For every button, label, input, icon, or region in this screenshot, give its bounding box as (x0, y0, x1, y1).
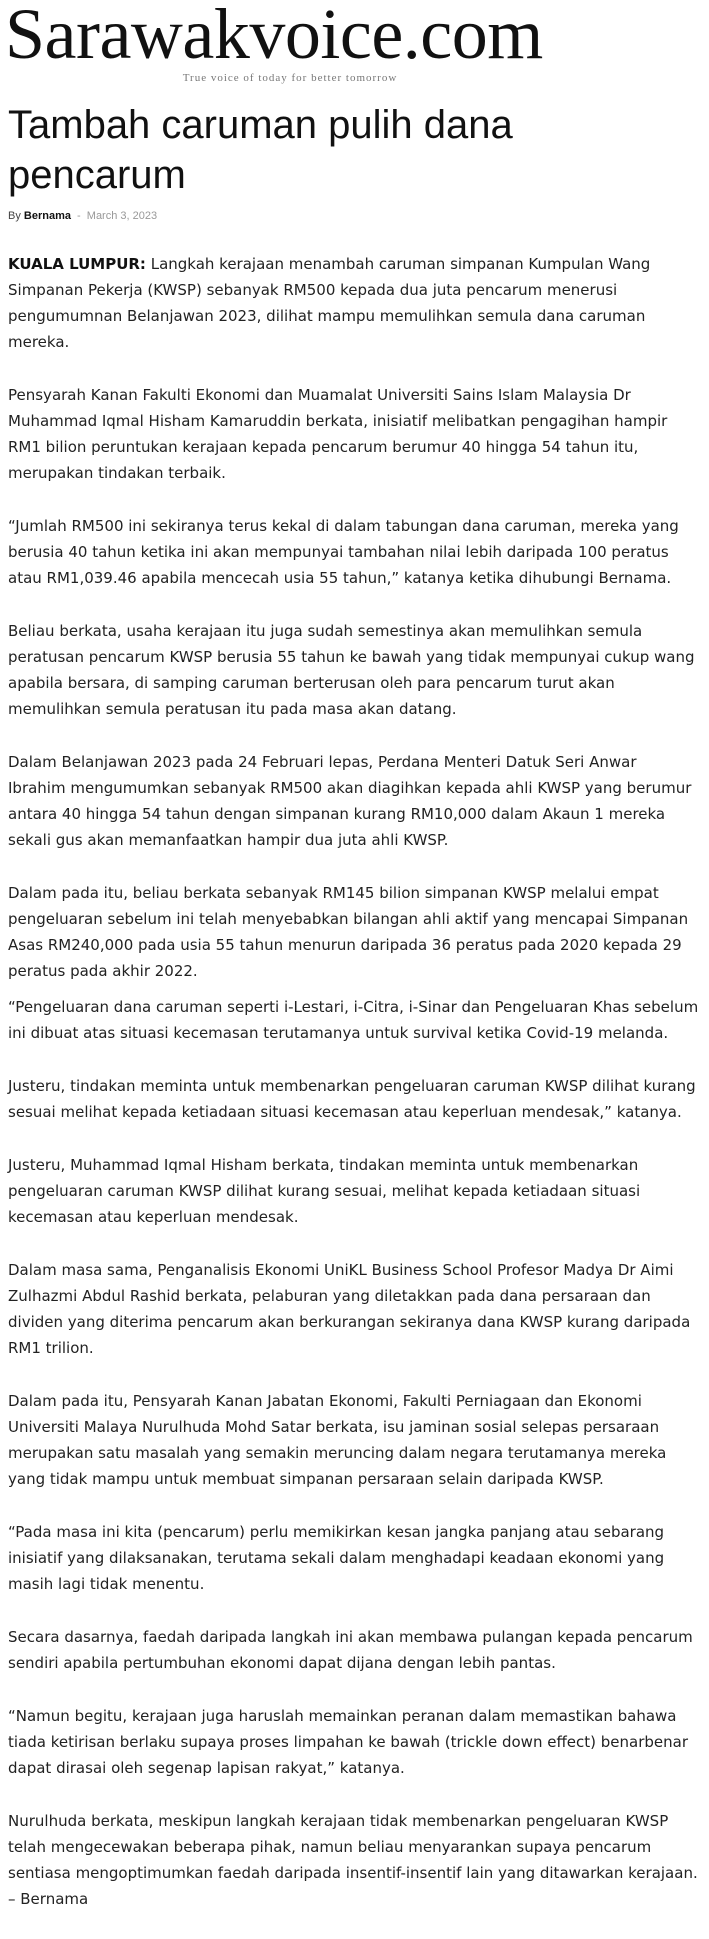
article-paragraph: Secara dasarnya, faedah daripada langkah ini akan membawa pulangan kepada pencarum sendiri apabila pertumbuhan ekonomi dapat dijana dengan lebih pantas. (8, 1628, 693, 1672)
article-paragraph: Nurulhuda berkata, meskipun langkah kerajaan tidak membenarkan pengeluaran KWSP telah mengecewakan beberapa pihak, namun beliau menyarankan supaya pencarum sentiasa mengoptimumkan faedah daripada insentif-insentif lain yang ditawarkan kerajaan. – Bernama (8, 1812, 698, 1908)
article-paragraph: “Jumlah RM500 ini sekiranya terus kekal di dalam tabungan dana caruman, mereka yang berusia 40 tahun ketika ini akan mempunyai tambahan nilai lebih daripada 100 peratus atau RM1,039.46 apabila mencecah usia 55 tahun,” katanya ketika dihubungi Bernama. (8, 517, 679, 587)
article-title: Tambah caruman pulih dana pencarum (8, 103, 513, 197)
article-paragraph: “Pengeluaran dana caruman seperti i-Lestari, i-Citra, i-Sinar dan Pengeluaran Khas sebelum ini dibuat atas situasi kecemasan terutamanya untuk survival ketika Covid-19 melanda. (8, 998, 699, 1042)
article-paragraph: Dalam masa sama, Penganalisis Ekonomi UniKL Business School Profesor Madya Dr Aimi Zulhazmi Abdul Rashid berkata, pelaburan yang diletakkan pada dana persaraan dan dividen yang diterima pencarum akan berkurangan sekiranya dana KWSP kurang daripada RM1 trilion. (8, 1261, 691, 1357)
article-paragraph: Dalam pada itu, Pensyarah Kanan Jabatan Ekonomi, Fakulti Perniagaan dan Ekonomi Universiti Malaya Nurulhuda Mohd Satar berkata, isu jaminan sosial selepas persaraan merupakan satu masalah yang semakin meruncing dalam negara terutamanya mereka yang tidak mampu untuk membuat simpanan persaraan selain daripada KWSP. (8, 1392, 667, 1488)
author-link[interactable]: Bernama (23, 210, 71, 222)
article-body (8, 251, 708, 1939)
article-paragraph: “Pada masa ini kita (pencarum) perlu memikirkan kesan jangka panjang atau sebarang inisiatif yang dilaksanakan, terutama sekali dalam menghadapi keadaan ekonomi yang masih lagi tidak menentu. (8, 1523, 665, 1593)
article-paragraph: Pensyarah Kanan Fakulti Ekonomi dan Muamalat Universiti Sains Islam Malaysia Dr Muhammad Iqmal Hisham Kamaruddin berkata, inisiatif melibatkan pengagihan hampir RM1 bilion peruntukan kerajaan kepada pencarum berumur 40 hingga 54 tahun itu, merupakan tindakan terbaik. (8, 386, 668, 482)
publish-date: March 3, 2023 (86, 210, 158, 222)
site-header (0, 0, 580, 92)
paragraph-text: Langkah kerajaan menambah caruman simpanan Kumpulan Wang Simpanan Pekerja (KWSP) sebanyak RM500 kepada dua juta pencarum menerusi pengumumnan Belanjawan 2023, dilihat mampu memulihkan semula dana caruman mereka. (8, 255, 651, 351)
article-paragraph: Justeru, Muhammad Iqmal Hisham berkata, tindakan meminta untuk membenarkan pengeluaran caruman KWSP dilihat kurang sesuai, melihat kepada ketiadaan situasi kecemasan atau keperluan mendesak. (8, 1156, 641, 1226)
site-logo[interactable]: Sarawakvoice.com (5, 0, 543, 74)
meta-separator: - (77, 210, 81, 222)
site-tagline: True voice of today for better tomorrow (182, 72, 398, 84)
article-paragraph: Justeru, tindakan meminta untuk membenarkan pengeluaran caruman KWSP dilihat kurang sesuai melihat kepada ketiadaan situasi kecemasan atau keperluan mendesak,” katanya. (8, 1077, 696, 1121)
article-paragraph: “Namun begitu, kerajaan juga haruslah memainkan peranan dalam memastikan bahawa tiada ketirisan berlaku supaya proses limpahan ke bawah (trickle down effect) benarbenar dapat dirasai oleh segenap lapisan rakyat,” katanya. (8, 1707, 688, 1777)
article-meta (8, 209, 157, 223)
dateline: KUALA LUMPUR: (8, 255, 146, 273)
article-paragraph: Dalam pada itu, beliau berkata sebanyak RM145 bilion simpanan KWSP melalui empat pengeluaran sebelum ini telah menyebabkan bilangan ahli aktif yang mencapai Simpanan Asas RM240,000 pada usia 55 tahun menurun daripada 36 peratus pada 2020 kepada 29 peratus pada akhir 2022. (8, 884, 689, 980)
article-paragraph: Dalam Belanjawan 2023 pada 24 Februari lepas, Perdana Menteri Datuk Seri Anwar Ibrahim mengumumkan sebanyak RM500 akan diagihkan kepada ahli KWSP yang berumur antara 40 hingga 54 tahun dengan simpanan kurang RM10,000 dalam Akaun 1 mereka sekali gus akan memanfaatkan hampir dua juta ahli KWSP. (8, 753, 692, 849)
article-paragraph: Beliau berkata, usaha kerajaan itu juga sudah semestinya akan memulihkan semula peratusan pencarum KWSP berusia 55 tahun ke bawah yang tidak mempunyai cukup wang apabila bersara, di samping caruman berterusan oleh para pencarum turut akan memulihkan semula peratusan itu pada masa akan datang. (8, 622, 695, 718)
by-label: By (8, 210, 21, 222)
article-paragraph (8, 251, 708, 355)
